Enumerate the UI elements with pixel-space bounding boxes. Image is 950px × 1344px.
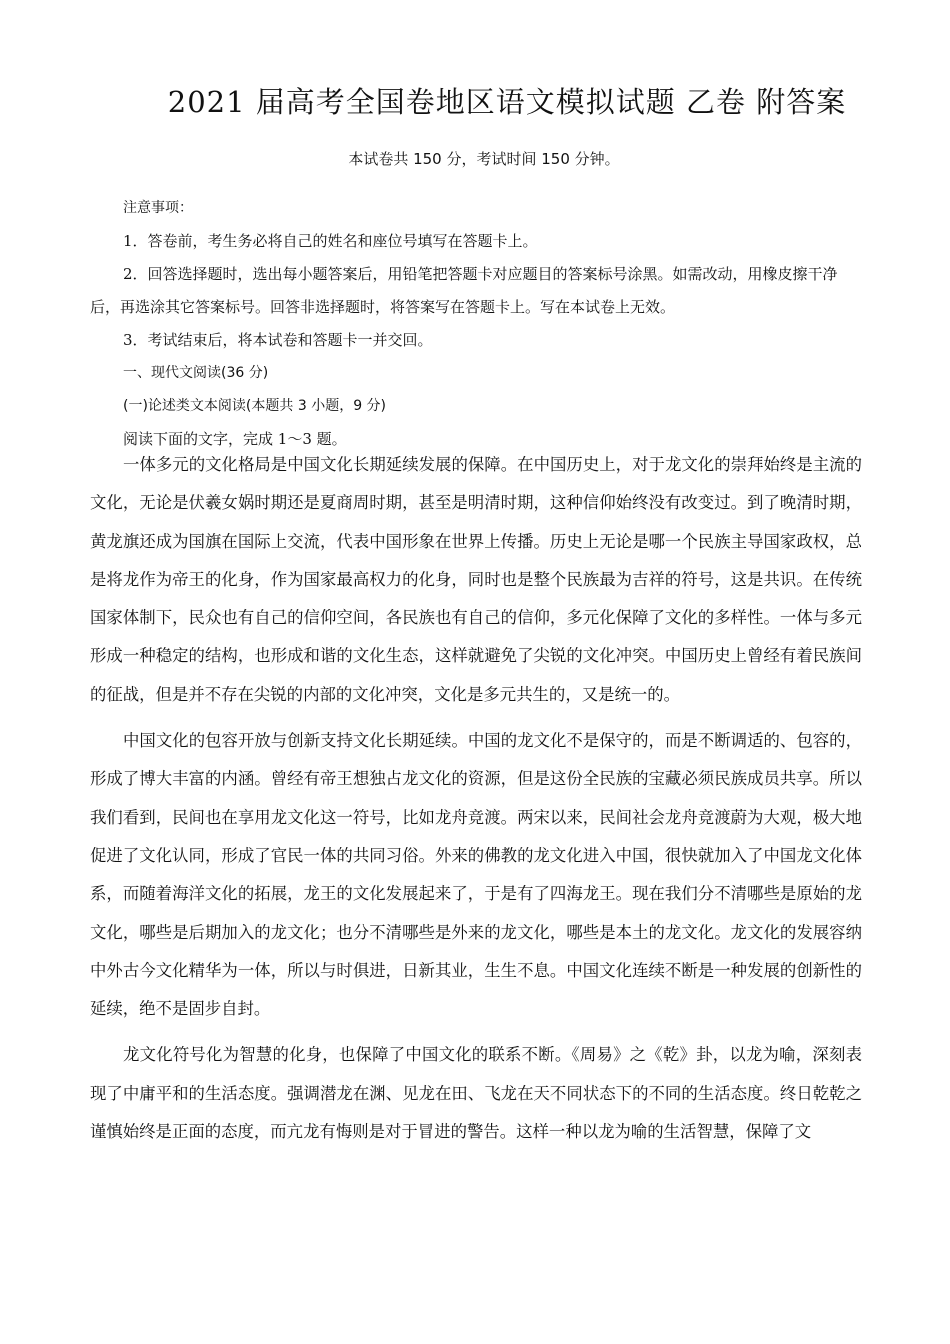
passage-paragraph-3: 龙文化符号化为智慧的化身，也保障了中国文化的联系不断。《周易》之《乾》卦，以龙为喻，深刻表现了中庸平和的生活态度。强调潜龙在渊、见龙在田、飞龙在天不同状态下的不同的生活态度。终日乾乾之谨慎始终是正面的态度，而亢龙有悔则是对于冒进的警告。这样一种以龙为喻的生活智慧，保障了文 [90,1045,862,1142]
exam-info: 本试卷共 150 分，考试时间 150 分钟。 [348,150,620,168]
passage-paragraph-2: 中国文化的包容开放与创新支持文化长期延续。中国的龙文化不是保守的，而是不断调适的、包容的，形成了博大丰富的内涵。曾经有帝王想独占龙文化的资源，但是这份全民族的宝藏必须民族成员共享。所以我们看到，民间也在享用龙文化这一符号，比如龙舟竞渡。两宋以来，民间社会龙舟竞渡蔚为大观，极大地促进了文化认同，形成了官民一体的共同习俗。外来的佛教的龙文化进入中国，很快就加入了中国龙文化体系，而随着海洋文化的拓展，龙王的文化发展起来了，于是有了四海龙王。现在我们分不清哪些是原始的龙文化，哪些是后期加入的龙文化；也分不清哪些是外来的龙文化，哪些是本土的龙文化。龙文化的发展容纳中外古今文化精华为一体，所以与时俱进，日新其业，生生不息。中国文化连续不断是一种发展的创新性的延续，绝不是固步自封。 [90,731,862,1019]
part-title: 一、现代文阅读(36 分) [123,365,269,381]
page-title: 2021 届高考全国卷地区语文模拟试题 乙卷 附答案 [167,85,847,119]
notes-item-1: 1．答卷前，考生务必将自己的姓名和座位号填写在答题卡上。 [123,232,538,250]
passage-paragraph-1: 一体多元的文化格局是中国文化长期延续发展的保障。在中国历史上，对于龙文化的崇拜始终是主流的文化，无论是伏羲女娲时期还是夏商周时期，甚至是明清时期，这种信仰始终没有改变过。到了晚清时期，黄龙旗还成为国旗在国际上交流，代表中国形象在世界上传播。历史上无论是哪一个民族主导国家政权，总是将龙作为帝王的化身，作为国家最高权力的化身，同时也是整个民族最为吉祥的符号，这是共识。在传统国家体制下，民众也有自己的信仰空间，各民族也有自己的信仰，多元化保障了文化的多样性。一体与多元形成一种稳定的结构，也形成和谐的文化生态，这样就避免了尖锐的文化冲突。中国历史上曾经有着民族间的征战，但是并不存在尖锐的内部的文化冲突，文化是多元共生的，又是统一的。 [90,455,862,704]
notes-section [90,192,862,456]
reading-passage [90,446,862,1159]
sub-section-title: (一)论述类文本阅读(本题共 3 小题，9 分) [123,398,387,414]
notes-item-3: 3．考试结束后，将本试卷和答题卡一并交回。 [123,331,433,349]
notes-heading: 注意事项： [123,200,193,216]
notes-item-2: 2．回答选择题时，选出每小题答案后，用铅笔把答题卡对应题目的答案标号涂黑。如需改动，用橡皮擦干净后，再选涂其它答案标号。回答非选择题时，将答案写在答题卡上。写在本试卷上无效。 [90,265,838,316]
reading-instruction: 阅读下面的文字，完成 1～3 题。 [123,430,347,448]
